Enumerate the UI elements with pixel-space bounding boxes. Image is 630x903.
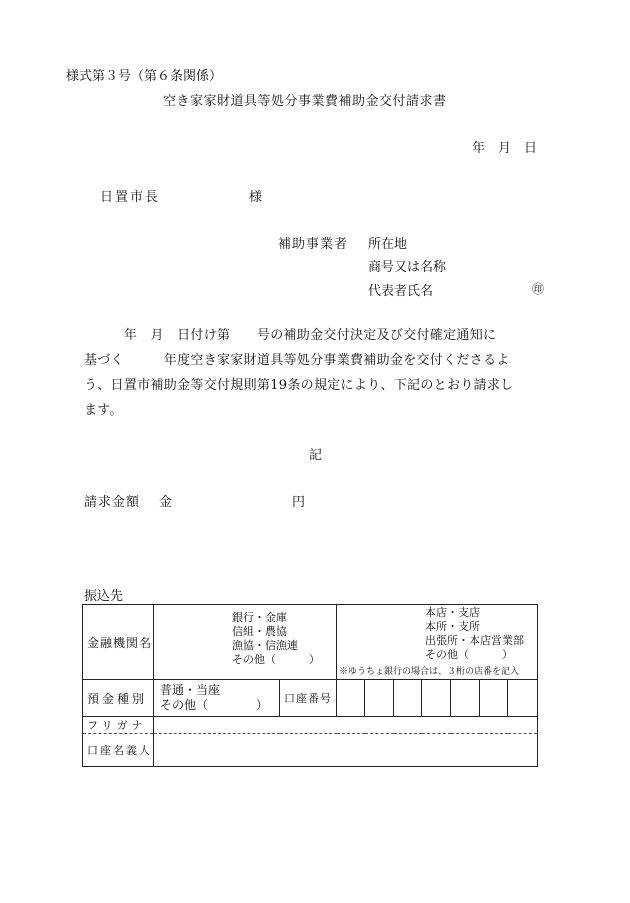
deposit-type-label: 預金種別	[83, 680, 154, 717]
applicant-address-label: 所在地	[368, 237, 408, 252]
amount-kin: 金	[159, 495, 173, 510]
account-digit-3[interactable]	[394, 680, 422, 717]
body-line-4: ます。	[84, 403, 123, 418]
institution-type-b: 信組・農協	[232, 625, 287, 638]
honorific: 様	[249, 190, 263, 205]
institution-type-d: その他（ ）	[232, 653, 320, 666]
account-digit-2[interactable]	[365, 680, 394, 717]
account-digit-6[interactable]	[480, 680, 508, 717]
account-digit-4[interactable]	[422, 680, 451, 717]
amount-yen: 円	[292, 495, 306, 510]
branch-cell[interactable]	[337, 605, 538, 680]
request-body	[84, 323, 559, 423]
furigana-label: フリガナ	[83, 717, 154, 734]
applicant-rep-label: 代表者氏名	[368, 284, 434, 299]
addressee: 日置市長	[100, 190, 161, 205]
deposit-type-cell[interactable]	[154, 680, 280, 717]
yucho-note: ※ゆうちょ銀行の場合は、３桁の店番を記入	[339, 667, 520, 677]
amount-label: 請求金額	[84, 495, 141, 510]
applicant-company-label: 商号又は名称	[368, 260, 447, 275]
body-line-2: 基づく 年度空き家家財道具等処分事業費補助金を交付くださるよ	[84, 353, 510, 368]
bank-table	[82, 604, 538, 767]
form-title: 空き家家財道具等処分事業費補助金交付請求書	[163, 94, 447, 109]
institution-type-c: 漁協・信漁連	[232, 639, 298, 652]
seal-icon: ㊞	[532, 282, 545, 296]
branch-type-c: 出張所・本店営業部	[425, 634, 524, 647]
form-number: 様式第３号（第６条関係）	[66, 69, 223, 84]
account-digit-1[interactable]	[337, 680, 365, 717]
account-number-label: 口座番号	[280, 680, 337, 717]
branch-type-d: その他（ ）	[425, 648, 513, 661]
account-holder-input[interactable]	[154, 734, 538, 767]
institution-type-a: 銀行・金庫	[232, 611, 287, 624]
ki-heading: 記	[309, 448, 323, 463]
account-digit-7[interactable]	[508, 680, 538, 717]
institution-name-cell[interactable]	[154, 605, 337, 680]
branch-type-a: 本店・支店	[425, 606, 480, 619]
body-line-1: 年 月 日付け第 号の補助金交付決定及び交付確定通知に	[84, 328, 497, 343]
account-digit-5[interactable]	[451, 680, 480, 717]
date-field: 年 月 日	[472, 141, 538, 156]
deposit-type-a: 普通・当座	[160, 683, 221, 697]
body-line-3: う、日置市補助金等交付規則第19条の規定により、下記のとおり請求し	[84, 378, 514, 393]
deposit-type-b: その他（ ）	[160, 698, 269, 712]
applicant-role: 補助事業者	[278, 237, 349, 252]
institution-label: 金融機関名	[83, 605, 154, 680]
branch-type-b: 本所・支所	[425, 620, 480, 633]
transfer-section-label: 振込先	[84, 589, 124, 604]
furigana-input[interactable]	[154, 717, 538, 734]
account-holder-label: 口座名義人	[83, 734, 154, 767]
